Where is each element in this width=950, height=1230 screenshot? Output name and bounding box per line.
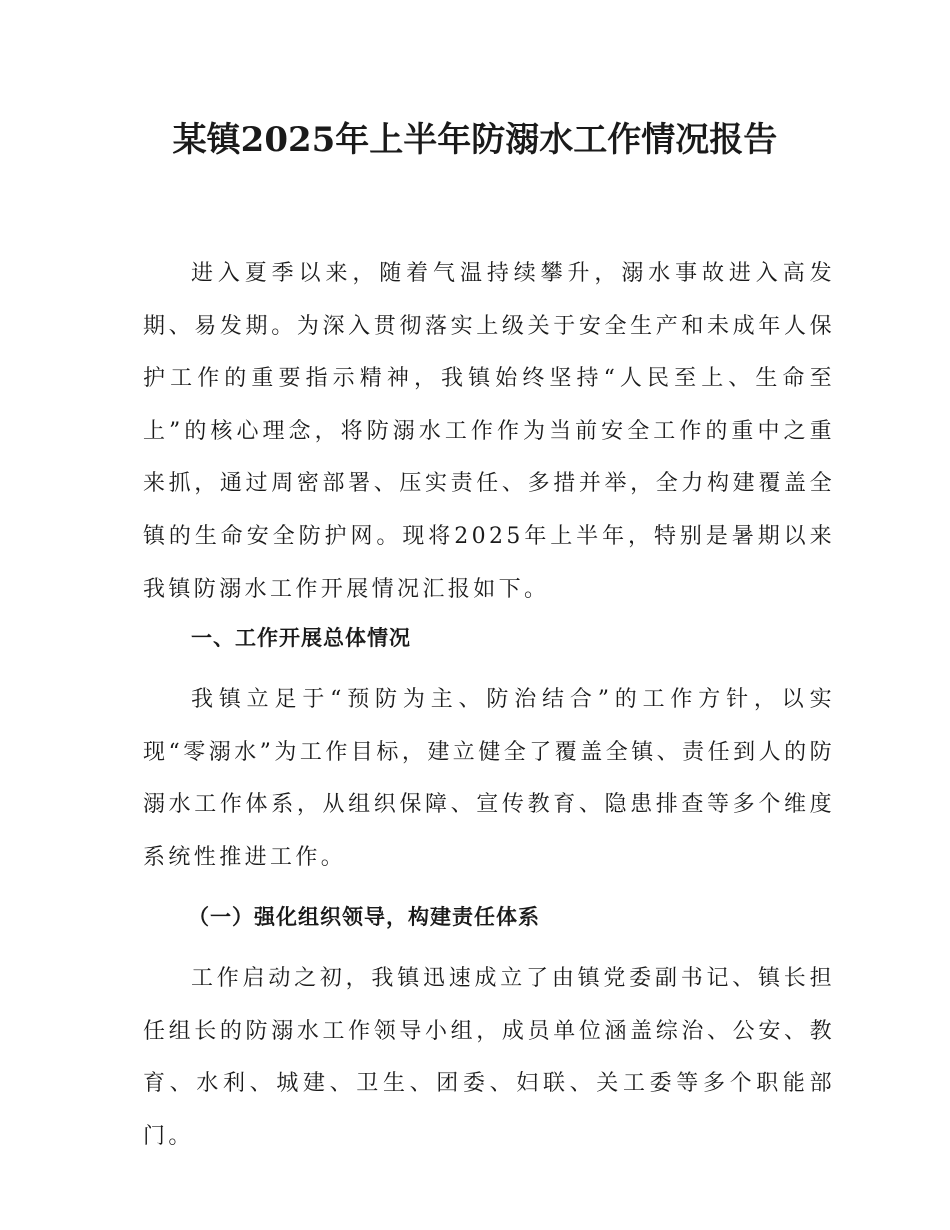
section-overall-paragraph: 我镇立足于“预防为主、防治结合”的工作方针，以实现“零溺水”为工作目标，建立健全了覆盖全镇、责任到人的防溺水工作体系，从组织保障、宣传教育、隐患排查等多个维度系统性推进工作。 xyxy=(143,687,835,870)
document-title: 某镇2025年上半年防溺水工作情况报告 xyxy=(172,120,778,160)
intro-paragraph: 进入夏季以来，随着气温持续攀升，溺水事故进入高发期、易发期。为深入贯彻落实上级关于安全生产和未成年人保护工作的重要指示精神，我镇始终坚持“人民至上、生命至上”的核心理念，将防溺水工作作为当前安全工作的重中之重来抓，通过周密部署、压实责任、多措并举，全力构建覆盖全镇的生命安全防护网。现将2025年上半年，特别是暑期以来我镇防溺水工作开展情况汇报如下。 xyxy=(143,261,835,602)
subsection-heading-leadership: （一）强化组织领导，构建责任体系 xyxy=(188,905,540,929)
subsection-leadership-paragraph: 工作启动之初，我镇迅速成立了由镇党委副书记、镇长担任组长的防溺水工作领导小组，成员单位涵盖综治、公安、教育、水利、城建、卫生、团委、妇联、关工委等多个职能部门。 xyxy=(143,966,835,1149)
section-heading-overall: 一、工作开展总体情况 xyxy=(191,626,411,650)
